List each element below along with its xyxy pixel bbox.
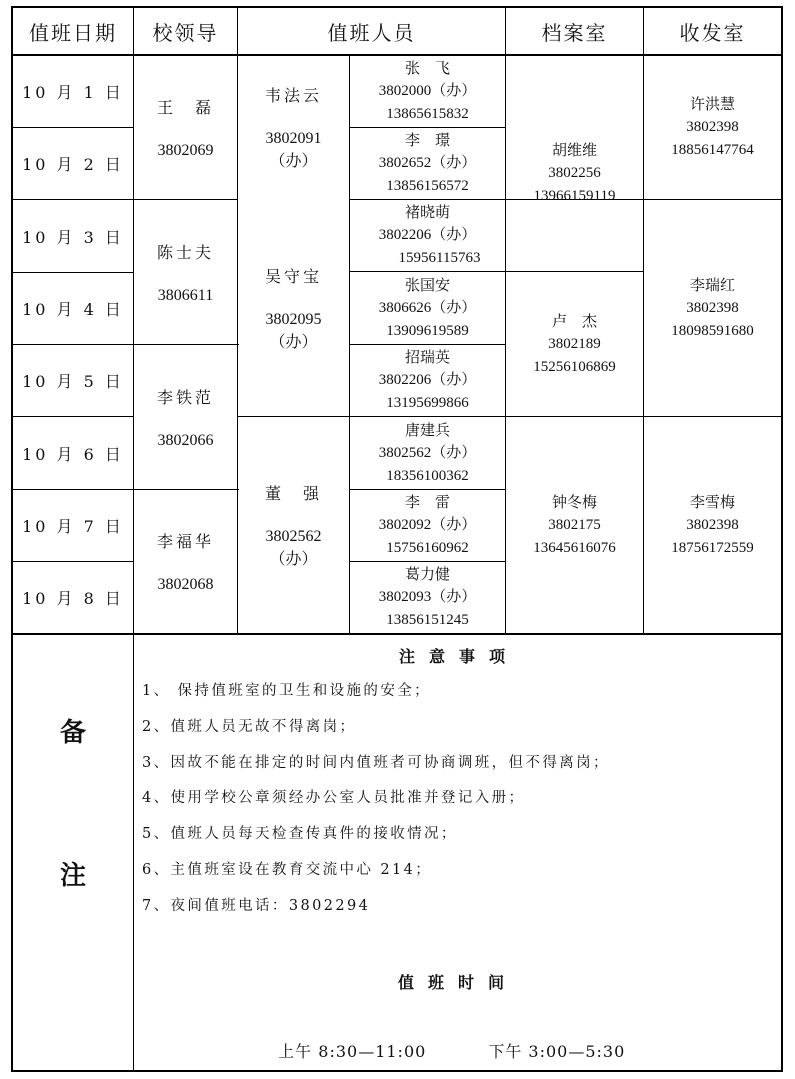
staff-cell bbox=[350, 272, 505, 344]
duty-times bbox=[266, 1020, 625, 1062]
staff-mobile: 13195699866 bbox=[386, 395, 469, 411]
notes-title: 注意事项 bbox=[398, 647, 519, 666]
mailroom-mobile: 18098591680 bbox=[671, 322, 754, 339]
date-cell: 10 月 8 日 bbox=[22, 589, 124, 608]
staff-office-phone: 3802206（办） bbox=[378, 372, 477, 388]
staff-mobile: 13909619589 bbox=[386, 322, 469, 339]
archive-mobile: 13645616076 bbox=[533, 539, 616, 556]
main-staff-cell bbox=[238, 200, 349, 416]
notes-section bbox=[142, 644, 776, 930]
date-cell: 10 月 7 日 bbox=[22, 517, 124, 536]
staff-office-phone: 3802092（办） bbox=[378, 517, 477, 533]
leader-name: 李福华 bbox=[156, 532, 214, 551]
remarks-label-2: 注 bbox=[59, 860, 86, 891]
date-cell: 10 月 5 日 bbox=[22, 372, 124, 391]
leader-phone: 3802066 bbox=[157, 431, 214, 449]
staff-cell bbox=[350, 490, 505, 561]
main-staff-phone: 3802562 bbox=[265, 528, 322, 545]
leader-phone: 3806611 bbox=[157, 286, 214, 304]
staff-office-phone: 3802652（办） bbox=[378, 155, 477, 171]
table-border-right bbox=[781, 6, 783, 1072]
staff-office-phone: 3802000（办） bbox=[378, 83, 477, 99]
archive-phone: 3802175 bbox=[548, 516, 601, 533]
notes-divider bbox=[11, 633, 783, 635]
staff-cell bbox=[350, 56, 505, 127]
mailroom-mobile: 18856147764 bbox=[671, 142, 754, 158]
archive-name: 胡维维 bbox=[551, 141, 597, 159]
duty-time-title: 值班时间 bbox=[397, 973, 518, 992]
remarks-label-1: 备 bbox=[59, 717, 86, 748]
leader-cell bbox=[134, 200, 237, 344]
mailroom-phone: 3802398 bbox=[686, 299, 739, 316]
staff-name: 招瑞英 bbox=[404, 348, 450, 366]
main-staff-name: 吴守宝 bbox=[264, 267, 322, 286]
archive-cell bbox=[506, 417, 643, 633]
staff-name: 张国安 bbox=[404, 275, 450, 294]
mailroom-cell bbox=[644, 417, 781, 633]
note-item: 4、使用学校公章须经办公室人员批准并登记入册； bbox=[142, 790, 526, 807]
staff-cell bbox=[350, 128, 505, 199]
date-cell: 10 月 2 日 bbox=[22, 155, 124, 174]
note-item: 3、因故不能在排定的时间内值班者可协商调班，但不得离岗； bbox=[142, 754, 610, 771]
note-item: 1、 保持值班室的卫生和设施的安全； bbox=[142, 683, 432, 699]
staff-office-phone: 3802093（办） bbox=[378, 589, 477, 605]
leader-name: 王 磊 bbox=[156, 97, 214, 117]
main-staff-note: （办） bbox=[269, 549, 318, 568]
duty-time-morning: 上午 8:30—11:00 bbox=[278, 1042, 427, 1061]
archive-phone: 3802189 bbox=[548, 335, 601, 352]
staff-mobile: 13856151245 bbox=[386, 612, 469, 628]
staff-name: 褚晓萌 bbox=[404, 203, 450, 221]
header-staff: 值班人员 bbox=[327, 20, 416, 45]
staff-name: 葛力健 bbox=[404, 565, 450, 583]
header-leader: 校领导 bbox=[152, 20, 219, 45]
archive-cell bbox=[506, 56, 643, 271]
staff-mobile: 15756160962 bbox=[386, 540, 469, 556]
main-staff-note: （办） bbox=[269, 332, 318, 351]
staff-cell bbox=[350, 345, 505, 416]
main-staff-name: 韦法云 bbox=[264, 86, 322, 105]
mailroom-name: 许洪慧 bbox=[689, 95, 735, 113]
mailroom-cell bbox=[644, 200, 781, 416]
main-staff-cell bbox=[238, 55, 349, 199]
staff-name: 张 飞 bbox=[404, 59, 450, 77]
mailroom-phone: 3802398 bbox=[686, 119, 739, 135]
leader-name: 陈士夫 bbox=[156, 242, 214, 262]
staff-name: 唐建兵 bbox=[404, 420, 450, 439]
duty-time-afternoon: 下午 3:00—5:30 bbox=[488, 1042, 626, 1061]
main-staff-cell bbox=[238, 417, 349, 633]
staff-cell bbox=[350, 562, 505, 633]
mailroom-name: 李瑞红 bbox=[689, 275, 735, 294]
leader-phone: 3802068 bbox=[157, 576, 214, 593]
staff-office-phone: 3802562（办） bbox=[378, 444, 477, 461]
staff-cell bbox=[350, 417, 505, 489]
leader-name: 李铁范 bbox=[156, 387, 214, 407]
date-cell: 10 月 3 日 bbox=[22, 227, 124, 247]
header-date: 值班日期 bbox=[29, 20, 117, 45]
archive-mobile: 13966159119 bbox=[533, 188, 616, 204]
archive-name: 钟冬梅 bbox=[551, 492, 597, 511]
mailroom-mobile: 18756172559 bbox=[671, 539, 754, 556]
staff-name: 李 雷 bbox=[404, 493, 450, 511]
leader-phone: 3802069 bbox=[157, 141, 214, 159]
staff-office-phone: 3802206（办） bbox=[378, 227, 477, 243]
main-staff-name: 董 强 bbox=[264, 484, 322, 503]
main-staff-phone: 3802095 bbox=[265, 311, 322, 328]
staff-name: 李 璟 bbox=[404, 131, 450, 149]
main-staff-note: （办） bbox=[269, 151, 318, 170]
date-cell: 10 月 1 日 bbox=[22, 82, 124, 102]
mailroom-phone: 3802398 bbox=[686, 516, 739, 533]
header-archive: 档案室 bbox=[541, 20, 608, 45]
date-cell: 10 月 6 日 bbox=[22, 444, 124, 464]
date-cell: 10 月 4 日 bbox=[22, 300, 124, 319]
mailroom-cell bbox=[644, 56, 781, 199]
leader-cell bbox=[134, 55, 237, 199]
header-mailroom: 收发室 bbox=[679, 20, 746, 45]
staff-mobile: 13865615832 bbox=[386, 106, 469, 122]
staff-mobile: 13856156572 bbox=[386, 178, 469, 194]
archive-name: 卢 杰 bbox=[551, 311, 597, 330]
note-item: 7、夜间值班电话：3802294 bbox=[142, 897, 371, 914]
note-item: 5、值班人员每天检查传真件的接收情况； bbox=[142, 826, 458, 843]
archive-phone: 3802256 bbox=[548, 165, 601, 181]
staff-mobile: 18356100362 bbox=[386, 467, 469, 484]
archive-cell bbox=[506, 272, 643, 416]
main-staff-phone: 3802091 bbox=[265, 130, 322, 147]
staff-cell bbox=[350, 200, 505, 271]
leader-cell bbox=[134, 345, 237, 489]
staff-mobile: 15956115763 bbox=[398, 250, 481, 266]
note-item: 6、主值班室设在教育交流中心 214； bbox=[142, 861, 433, 878]
archive-mobile: 15256106869 bbox=[533, 358, 616, 375]
mailroom-name: 李雪梅 bbox=[689, 492, 735, 511]
table-border-bottom bbox=[11, 1070, 783, 1072]
note-item: 2、值班人员无故不得离岗； bbox=[142, 718, 357, 735]
staff-office-phone: 3806626（办） bbox=[378, 299, 477, 316]
leader-cell bbox=[134, 490, 237, 633]
